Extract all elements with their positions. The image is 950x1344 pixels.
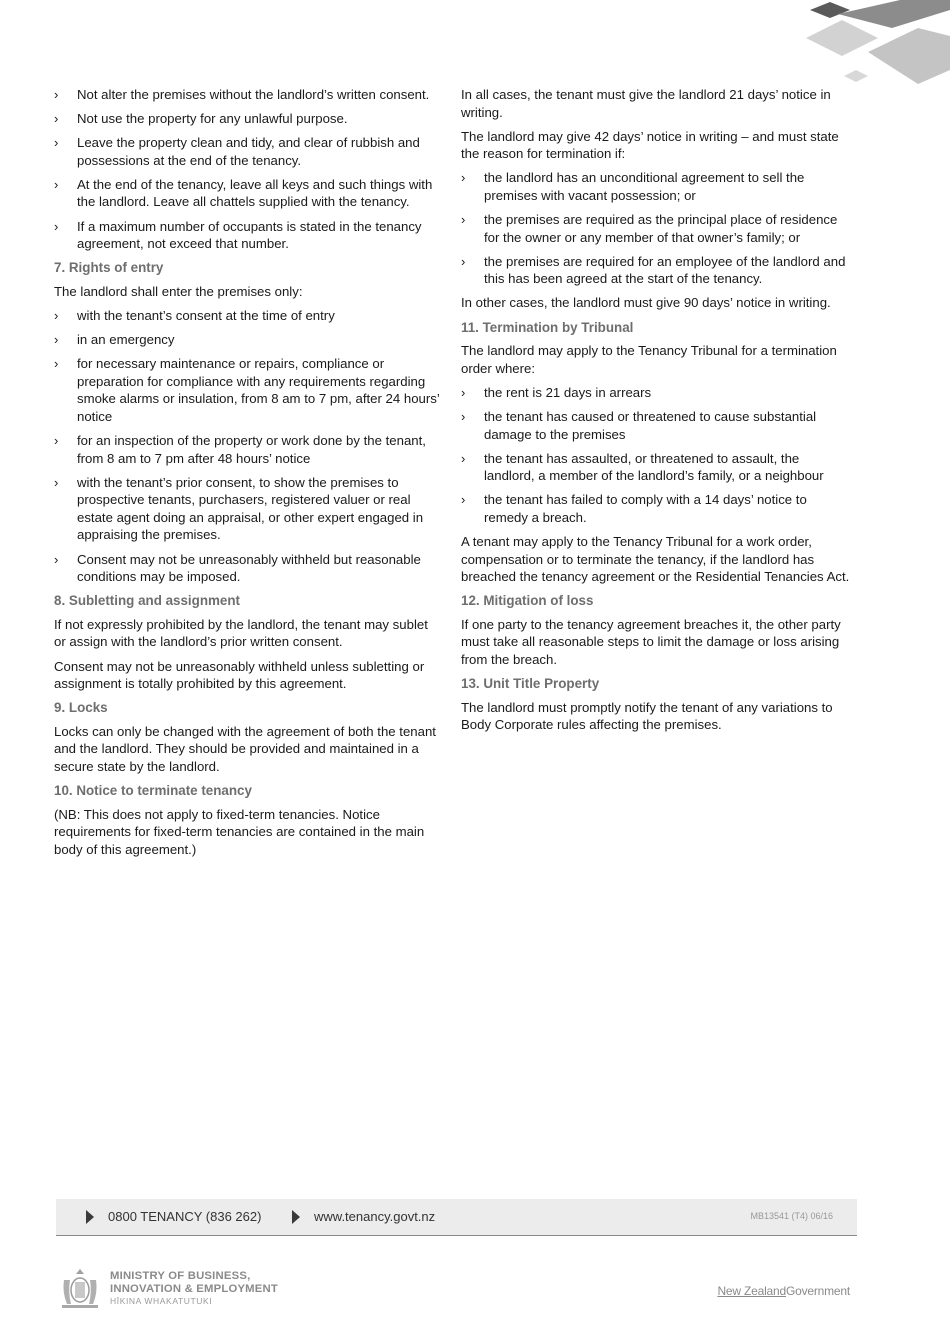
list-item: › the landlord has an unconditional agreement to sell the premises with vacant possession; or (461, 170, 805, 203)
list-item: › the premises are required for an employee of the landlord and this has been agreed at the start of the tenancy. (461, 253, 846, 287)
paragraph: In other cases, the landlord must give 90 days’ notice in writing. (461, 295, 831, 311)
section-heading-notice-to-terminate: 10. Notice to terminate tenancy (54, 783, 252, 799)
bullet-icon: › (461, 253, 466, 269)
bullet-icon: › (54, 135, 59, 151)
tribunal-grounds-list (461, 384, 853, 527)
paragraph: The landlord may give 42 days’ notice in writing – and must state the reason for termination if: (461, 128, 839, 162)
list-item: › the tenant has failed to comply with a 14 days’ notice to remedy a breach. (461, 492, 807, 525)
list-item: › the tenant has caused or threatened to cause substantial damage to the premises (461, 408, 817, 442)
paragraph: The landlord may apply to the Tenancy Tribunal for a termination order where: (461, 343, 837, 376)
section-heading-locks: 9. Locks (54, 700, 108, 716)
footer-website-link[interactable] (292, 1209, 435, 1224)
paragraph: The landlord shall enter the premises only: (54, 283, 303, 299)
left-column (54, 86, 442, 865)
paragraph: If not expressly prohibited by the landlord, the tenant may sublet or assign with the landlord’s prior written consent. (54, 616, 428, 650)
list-item: › Leave the property clean and tidy, and clear of rubbish and possessions at the end of the tenancy. (54, 135, 420, 168)
footer-contact-bar (56, 1199, 857, 1236)
paragraph: (NB: This does not apply to fixed-term tenancies. Notice requirements for fixed-term tenancies are contained in the main body of this agreement.) (54, 806, 425, 857)
termination-reasons-list (461, 169, 853, 288)
list-item: › with the tenant’s prior consent, to show the premises to prospective tenants, purchasers, registered valuer or real estate agent doing an appraisal, or other expert engaged in appraising the premises. (54, 474, 424, 543)
list-item: › the rent is 21 days in arrears (461, 384, 652, 400)
bullet-icon: › (461, 492, 466, 508)
bullet-icon: › (461, 408, 466, 424)
bullet-icon: › (54, 176, 59, 192)
list-item: › the tenant has assaulted, or threatened to assault, the landlord, a member of the landlord’s family, or a neighbour (461, 450, 824, 484)
bullet-icon: › (54, 87, 59, 102)
paragraph: Consent may not be unreasonably withheld unless subletting or assignment is totally prohibited by this agreement. (54, 658, 425, 692)
bullet-icon: › (54, 111, 59, 127)
right-column (461, 86, 853, 740)
bullet-icon: › (54, 551, 59, 567)
list-item: › Consent may not be unreasonably withheld but reasonable conditions may be imposed. (54, 551, 421, 585)
list-item: › At the end of the tenancy, leave all keys and such things with the landlord. Leave all chattels supplied with the tenancy. (54, 176, 433, 210)
play-arrow-icon (86, 1210, 94, 1224)
paragraph: In all cases, the tenant must give the landlord 21 days’ notice in writing. (461, 87, 831, 120)
rights-of-entry-list (54, 307, 442, 586)
list-item: › If a maximum number of occupants is stated in the tenancy agreement, not exceed that number. (54, 218, 422, 252)
bullet-icon: › (54, 218, 59, 234)
list-item: › Not alter the premises without the landlord’s written consent. (54, 87, 430, 102)
nz-government-logo: New ZealandGovernment (717, 1284, 850, 1298)
bullet-icon: › (54, 433, 59, 448)
list-item: › in an emergency (54, 332, 175, 348)
list-item: › for an inspection of the property or work done by the tenant, from 8 am to 7 pm after 48 hours’ notice (54, 433, 426, 466)
list-item: › for necessary maintenance or repairs, compliance or preparation for compliance with any requirements regarding smoke alarms or insulation, from 8 am to 7 pm, after 24 hours’ notice (54, 356, 440, 424)
tenant-obligations-list (54, 86, 442, 253)
corner-decoration (800, 0, 950, 90)
list-item: › the premises are required as the principal place of residence for the owner or any member of that owner’s family; or (461, 212, 838, 245)
bullet-icon: › (461, 212, 466, 228)
paragraph: Locks can only be changed with the agreement of both the tenant and the landlord. They should be provided and maintained in a secure state by the landlord. (54, 723, 436, 774)
paragraph: A tenant may apply to the Tenancy Tribunal for a work order, compensation or to terminate the tenancy, if the landlord has breached the tenancy agreement or the Residential Tenancies Act. (461, 533, 850, 585)
section-heading-rights-of-entry: 7. Rights of entry (54, 260, 164, 276)
section-heading-unit-title-property: 13. Unit Title Property (461, 676, 600, 692)
footer-phone[interactable] (86, 1209, 261, 1224)
website-url: www.tenancy.govt.nz (314, 1209, 436, 1224)
bullet-icon: › (461, 450, 466, 466)
ministry-name: MINISTRY OF BUSINESS, INNOVATION & EMPLOYMENT HĪKINA WHAKATUTUKI (110, 1270, 278, 1307)
list-item: › Not use the property for any unlawful purpose. (54, 111, 348, 127)
section-heading-termination-by-tribunal: 11. Termination by Tribunal (461, 319, 634, 335)
list-item: › with the tenant’s consent at the time of entry (54, 307, 335, 323)
bullet-icon: › (54, 332, 59, 348)
paragraph: The landlord must promptly notify the tenant of any variations to Body Corporate rules affecting the premises. (461, 699, 833, 733)
paragraph: If one party to the tenancy agreement breaches it, the other party must take all reasonable steps to limit the damage or loss arising from the breach. (461, 616, 841, 668)
phone-number: 0800 TENANCY (836 262) (108, 1209, 262, 1224)
document-code: MB13541 (T4) 06/16 (750, 1211, 833, 1221)
coat-of-arms-icon (58, 1268, 102, 1310)
play-arrow-icon (292, 1210, 300, 1224)
bullet-icon: › (54, 474, 59, 490)
section-heading-mitigation-of-loss: 12. Mitigation of loss (461, 593, 594, 609)
section-heading-subletting: 8. Subletting and assignment (54, 593, 241, 609)
bullet-icon: › (54, 307, 59, 323)
bullet-icon: › (461, 384, 466, 400)
bullet-icon: › (54, 356, 59, 372)
bullet-icon: › (461, 170, 466, 186)
ministry-logo (58, 1268, 278, 1310)
